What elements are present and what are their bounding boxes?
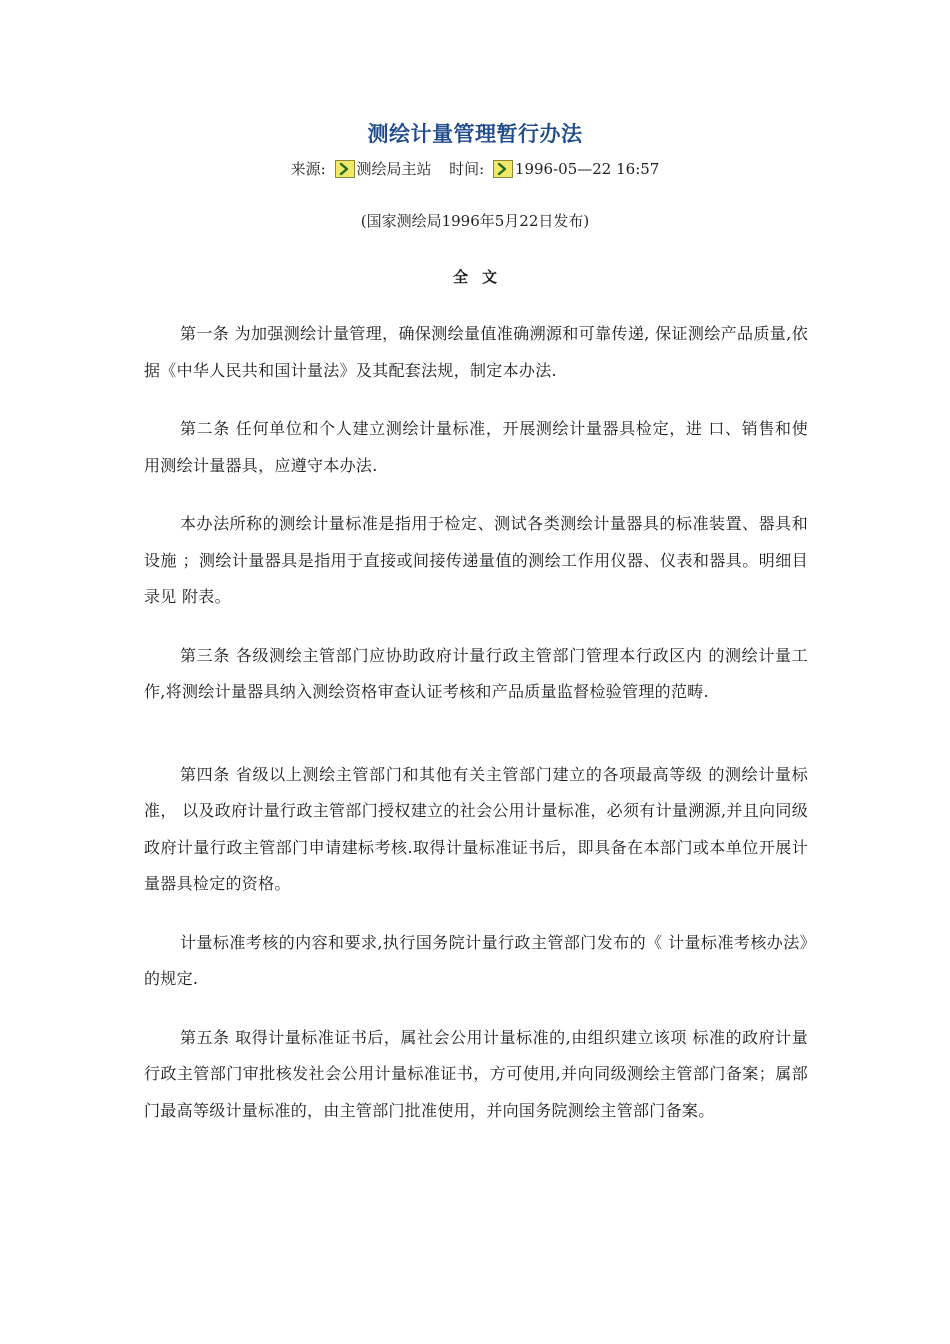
source-label: 来源: bbox=[290, 160, 326, 178]
publish-note: (国家测绘局1996年5月22日发布) bbox=[360, 212, 590, 230]
link-arrow-icon[interactable] bbox=[493, 160, 513, 178]
article-2: 第二条 任何单位和个人建立测绘计量标准，开展测绘计量器具检定，进 口、销售和使用测绘计量器具，应遵守本办法. bbox=[144, 419, 808, 475]
document-title: 测绘计量管理暂行办法 bbox=[367, 122, 583, 146]
article-4-assessment: 计量标准考核的内容和要求,执行国务院计量行政主管部门发布的《 计量标准考核办法》的规定. bbox=[144, 932, 808, 988]
article-5: 第五条 取得计量标准证书后，属社会公用计量标准的,由组织建立该项 标准的政府计量行政主管部门审批核发社会公用计量标准证书，方可使用,并向同级测绘主管部门备案；属部门最高等级计量标准的，由主管部门批准使用，并向国务院测绘主管部门备案。 bbox=[144, 1027, 808, 1120]
time-label: 时间: bbox=[449, 160, 485, 178]
article-4: 第四条 省级以上测绘主管部门和其他有关主管部门建立的各项最高等级 的测绘计量标准， 以及政府计量行政主管部门授权建立的社会公用计量标准，必须有计量溯源,并且向同级政府计量行政主管部门申请建标考核.取得计量标准证书后，即具备在本部门或本单位开展计量器具检定的资格。 bbox=[144, 764, 808, 893]
time-value: 1996-05—22 16:57 bbox=[514, 160, 660, 178]
document-meta bbox=[0, 158, 950, 179]
source-value[interactable]: 测绘局主站 bbox=[356, 160, 432, 178]
fulltext-heading: 全文 bbox=[452, 268, 511, 286]
article-3: 第三条 各级测绘主管部门应协助政府计量行政主管部门管理本行政区内 的测绘计量工作,将测绘计量器具纳入测绘资格审查认证考核和产品质量监督检验管理的范畴. bbox=[144, 645, 808, 701]
document-body bbox=[144, 316, 808, 1151]
article-1: 第一条 为加强测绘计量管理，确保测绘量值准确溯源和可靠传递, 保证测绘产品质量,依据《中华人民共和国计量法》及其配套法规，制定本办法. bbox=[144, 324, 808, 380]
link-arrow-icon[interactable] bbox=[335, 160, 355, 178]
article-2-definition: 本办法所称的测绘计量标准是指用于检定、测试各类测绘计量器具的标准装置、器具和设施 ；测绘计量器具是指用于直接或间接传递量值的测绘工作用仪器、仪表和器具。明细目录见 附表。 bbox=[144, 514, 808, 606]
